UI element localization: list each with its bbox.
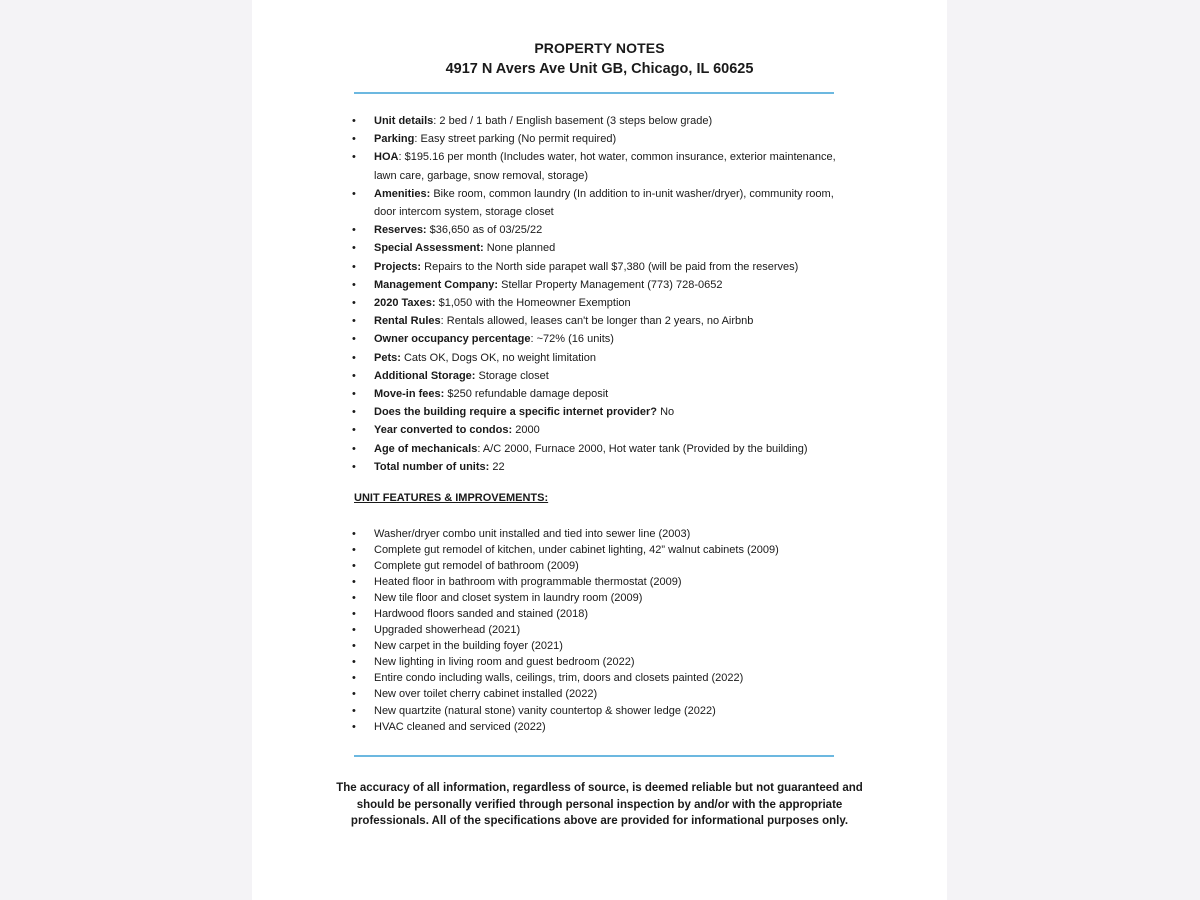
bullet-icon: • bbox=[352, 260, 356, 273]
bullet-icon: • bbox=[352, 351, 356, 364]
detail-label: HOA bbox=[374, 151, 399, 164]
bullet-icon: • bbox=[352, 576, 356, 589]
detail-item bbox=[352, 258, 842, 276]
detail-item bbox=[352, 440, 842, 458]
detail-separator: : bbox=[433, 115, 440, 127]
detail-value: Storage closet bbox=[478, 369, 549, 382]
bullet-icon: • bbox=[352, 704, 356, 717]
detail-label: Pets: bbox=[374, 351, 401, 364]
feature-item bbox=[352, 719, 842, 735]
feature-item bbox=[352, 638, 842, 654]
detail-separator: : bbox=[440, 315, 447, 328]
feature-item bbox=[352, 622, 842, 638]
feature-item bbox=[352, 558, 842, 574]
feature-text: HVAC cleaned and serviced (2022) bbox=[374, 720, 546, 733]
bullet-icon: • bbox=[352, 442, 356, 455]
feature-text: Upgraded showerhead (2021) bbox=[374, 624, 521, 637]
document-title: PROPERTY NOTES bbox=[534, 40, 665, 56]
detail-label: Parking bbox=[374, 133, 415, 146]
feature-text: Washer/dryer combo unit installed and tied into sewer line (2003) bbox=[374, 528, 691, 540]
detail-value: 2000 bbox=[515, 424, 540, 437]
detail-item bbox=[352, 312, 842, 330]
detail-item bbox=[352, 239, 842, 257]
bullet-icon: • bbox=[352, 388, 356, 401]
feature-text: Complete gut remodel of bathroom (2009) bbox=[374, 560, 579, 573]
detail-item bbox=[352, 276, 842, 294]
bullet-icon: • bbox=[352, 333, 356, 346]
feature-item bbox=[352, 590, 842, 606]
feature-item bbox=[352, 654, 842, 670]
bullet-icon: • bbox=[352, 640, 356, 653]
feature-item bbox=[352, 574, 842, 590]
detail-label: Reserves: bbox=[374, 224, 427, 237]
detail-value: Stellar Property Management (773) 728-0652 bbox=[501, 278, 723, 291]
detail-item bbox=[352, 421, 842, 439]
bullet-icon: • bbox=[352, 624, 356, 637]
property-details-list bbox=[352, 112, 842, 476]
detail-separator: : bbox=[398, 151, 405, 164]
detail-label: 2020 Taxes: bbox=[374, 297, 436, 310]
detail-item bbox=[352, 221, 842, 239]
detail-value: A/C 2000, Furnace 2000, Hot water tank (Provided by the building) bbox=[482, 442, 808, 455]
feature-text: Heated floor in bathroom with programmable thermostat (2009) bbox=[374, 576, 682, 589]
detail-value: Bike room, common laundry (In addition to in-unit washer/dryer), community room, door intercom system, storage closet bbox=[374, 187, 834, 219]
bullet-icon: • bbox=[352, 242, 356, 255]
document-page bbox=[252, 0, 947, 900]
detail-item bbox=[352, 112, 842, 130]
detail-label: Rental Rules bbox=[374, 315, 441, 328]
bullet-icon: • bbox=[352, 544, 356, 557]
detail-item bbox=[352, 367, 842, 385]
detail-label: Total number of units: bbox=[374, 460, 490, 473]
feature-text: Hardwood floors sanded and stained (2018) bbox=[374, 608, 589, 621]
bullet-icon: • bbox=[352, 560, 356, 573]
feature-item bbox=[352, 686, 842, 702]
detail-label: Unit details bbox=[374, 115, 434, 127]
detail-item bbox=[352, 185, 842, 221]
disclaimer: The accuracy of all information, regardless of source, is deemed reliable but not guaranteed and should be personally verified through personal inspection by and/or with the appropriate professionals. All of the specifications above are provided for informational purposes only. bbox=[336, 782, 863, 827]
detail-value: $195.16 per month (Includes water, hot water, common insurance, exterior maintenance, lawn care, garbage, snow removal, storage) bbox=[374, 151, 836, 182]
detail-value: None planned bbox=[486, 242, 556, 255]
detail-item bbox=[352, 130, 842, 148]
property-address: 4917 N Avers Ave Unit GB, Chicago, IL 60625 bbox=[445, 61, 754, 77]
detail-value: $250 refundable damage deposit bbox=[447, 388, 609, 401]
bullet-icon: • bbox=[352, 278, 356, 291]
feature-text: New carpet in the building foyer (2021) bbox=[374, 640, 563, 653]
bullet-icon: • bbox=[352, 224, 356, 237]
detail-item bbox=[352, 385, 842, 403]
detail-separator: : bbox=[414, 133, 421, 146]
feature-text: Entire condo including walls, ceilings, trim, doors and closets painted (2022) bbox=[374, 672, 744, 685]
detail-label: Projects: bbox=[374, 260, 422, 273]
bullet-icon: • bbox=[352, 460, 356, 473]
detail-item bbox=[352, 330, 842, 348]
detail-label: Amenities: bbox=[374, 187, 431, 200]
detail-value: $1,050 with the Homeowner Exemption bbox=[438, 297, 631, 310]
bullet-icon: • bbox=[352, 688, 356, 701]
detail-value: $36,650 as of 03/25/22 bbox=[429, 224, 543, 237]
bullet-icon: • bbox=[352, 369, 356, 382]
header-divider bbox=[354, 92, 834, 94]
detail-value: Repairs to the North side parapet wall $7,380 (will be paid from the reserves) bbox=[424, 260, 799, 273]
feature-text: New lighting in living room and guest bedroom (2022) bbox=[374, 656, 635, 669]
bullet-icon: • bbox=[352, 187, 356, 200]
feature-item bbox=[352, 670, 842, 686]
detail-label: Owner occupancy percentage bbox=[374, 333, 531, 346]
detail-label: Year converted to condos: bbox=[374, 424, 513, 437]
bullet-icon: • bbox=[352, 115, 356, 127]
bullet-icon: • bbox=[352, 656, 356, 669]
detail-value: 2 bed / 1 bath / English basement (3 steps below grade) bbox=[439, 115, 713, 127]
bullet-icon: • bbox=[352, 133, 356, 146]
detail-item bbox=[352, 148, 842, 184]
bullet-icon: • bbox=[352, 406, 356, 419]
feature-item bbox=[352, 703, 842, 719]
detail-label: Move-in fees: bbox=[374, 388, 445, 401]
detail-separator: : bbox=[477, 442, 483, 455]
detail-label: Does the building require a specific internet provider? bbox=[374, 406, 657, 419]
detail-item bbox=[352, 403, 842, 421]
detail-item bbox=[352, 294, 842, 312]
detail-value: No bbox=[660, 406, 675, 419]
detail-value: Rentals allowed, leases can't be longer than 2 years, no Airbnb bbox=[446, 315, 754, 328]
feature-item bbox=[352, 606, 842, 622]
features-heading: UNIT FEATURES & IMPROVEMENTS: bbox=[354, 492, 549, 504]
bullet-icon: • bbox=[352, 315, 356, 328]
bullet-icon: • bbox=[352, 720, 356, 733]
feature-item bbox=[352, 526, 842, 542]
detail-value: ~72% (16 units) bbox=[536, 333, 614, 346]
detail-value: Easy street parking (No permit required) bbox=[420, 133, 617, 146]
feature-text: New tile floor and closet system in laundry room (2009) bbox=[374, 592, 643, 605]
bullet-icon: • bbox=[352, 592, 356, 605]
detail-value: Cats OK, Dogs OK, no weight limitation bbox=[403, 351, 596, 364]
features-list bbox=[352, 526, 842, 735]
bullet-icon: • bbox=[352, 608, 356, 621]
detail-item bbox=[352, 349, 842, 367]
detail-value: 22 bbox=[492, 460, 505, 473]
detail-label: Additional Storage: bbox=[374, 369, 476, 382]
feature-text: New quartzite (natural stone) vanity countertop & shower ledge (2022) bbox=[374, 704, 716, 717]
bullet-icon: • bbox=[352, 297, 356, 310]
bullet-icon: • bbox=[352, 672, 356, 685]
detail-separator: : bbox=[530, 333, 537, 346]
bullet-icon: • bbox=[352, 424, 356, 437]
detail-label: Age of mechanicals bbox=[374, 442, 478, 455]
footer-divider bbox=[354, 755, 834, 757]
feature-item bbox=[352, 542, 842, 558]
detail-item bbox=[352, 458, 842, 476]
bullet-icon: • bbox=[352, 151, 356, 164]
bullet-icon: • bbox=[352, 528, 356, 540]
feature-text: Complete gut remodel of kitchen, under cabinet lighting, 42” walnut cabinets (2009) bbox=[374, 544, 779, 557]
feature-text: New over toilet cherry cabinet installed (2022) bbox=[374, 688, 598, 701]
detail-label: Special Assessment: bbox=[374, 242, 484, 255]
detail-label: Management Company: bbox=[374, 278, 499, 291]
